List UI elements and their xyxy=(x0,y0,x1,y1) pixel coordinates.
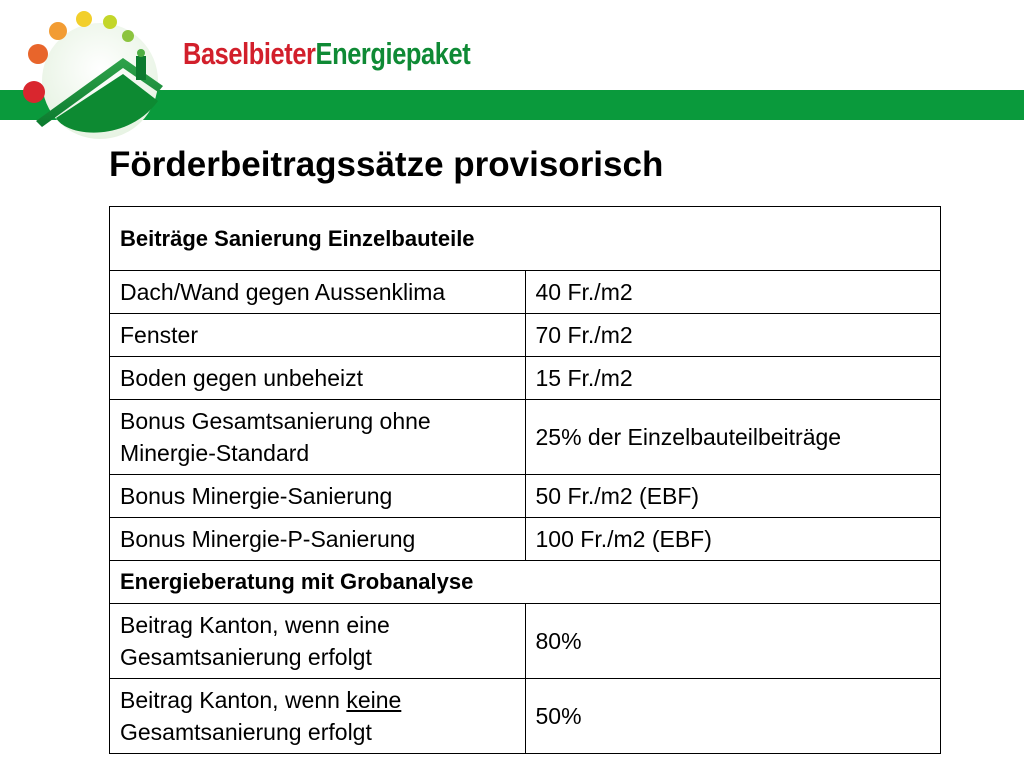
row-label: Fenster xyxy=(110,314,526,357)
brand-name-part2: Energiepaket xyxy=(315,36,471,71)
table-row xyxy=(110,357,941,400)
page-title: Förderbeitragssätze provisorisch xyxy=(109,145,664,184)
row-label: Boden gegen unbeheizt xyxy=(110,357,526,400)
row-label xyxy=(110,679,526,754)
row-label: Beitrag Kanton, wenn eine Gesamtsanierung erfolgt xyxy=(110,604,526,679)
energy-house-logo-icon xyxy=(8,6,178,140)
row-label-post: Gesamtsanierung erfolgt xyxy=(120,719,372,745)
row-label-pre: Beitrag Kanton, wenn xyxy=(120,687,347,713)
row-value: 100 Fr./m2 (EBF) xyxy=(525,518,941,561)
table-row xyxy=(110,271,941,314)
funding-rates-table xyxy=(109,206,941,754)
brand-wordmark xyxy=(183,34,470,74)
table-row xyxy=(110,518,941,561)
row-value: 70 Fr./m2 xyxy=(525,314,941,357)
row-value: 15 Fr./m2 xyxy=(525,357,941,400)
section-title-consulting: Energieberatung mit Grobanalyse xyxy=(110,561,941,604)
table-row xyxy=(110,475,941,518)
section-title-renovation: Beiträge Sanierung Einzelbauteile xyxy=(110,207,941,271)
table-row xyxy=(110,314,941,357)
row-value: 25% der Einzelbauteilbeiträge xyxy=(525,400,941,475)
row-value: 50% xyxy=(525,679,941,754)
row-label-emphasis: keine xyxy=(346,687,402,713)
row-label: Dach/Wand gegen Aussenklima xyxy=(110,271,526,314)
row-value: 40 Fr./m2 xyxy=(525,271,941,314)
table-row xyxy=(110,400,941,475)
row-label: Bonus Minergie-Sanierung xyxy=(110,475,526,518)
brand-name-part1: Baselbieter xyxy=(183,36,316,71)
table-row xyxy=(110,679,941,754)
row-value: 80% xyxy=(525,604,941,679)
row-label: Bonus Gesamtsanierung ohne Minergie-Standard xyxy=(110,400,526,475)
row-label: Bonus Minergie-P-Sanierung xyxy=(110,518,526,561)
table-row xyxy=(110,604,941,679)
row-value: 50 Fr./m2 (EBF) xyxy=(525,475,941,518)
table-section-header xyxy=(110,561,941,604)
table-section-header xyxy=(110,207,941,271)
